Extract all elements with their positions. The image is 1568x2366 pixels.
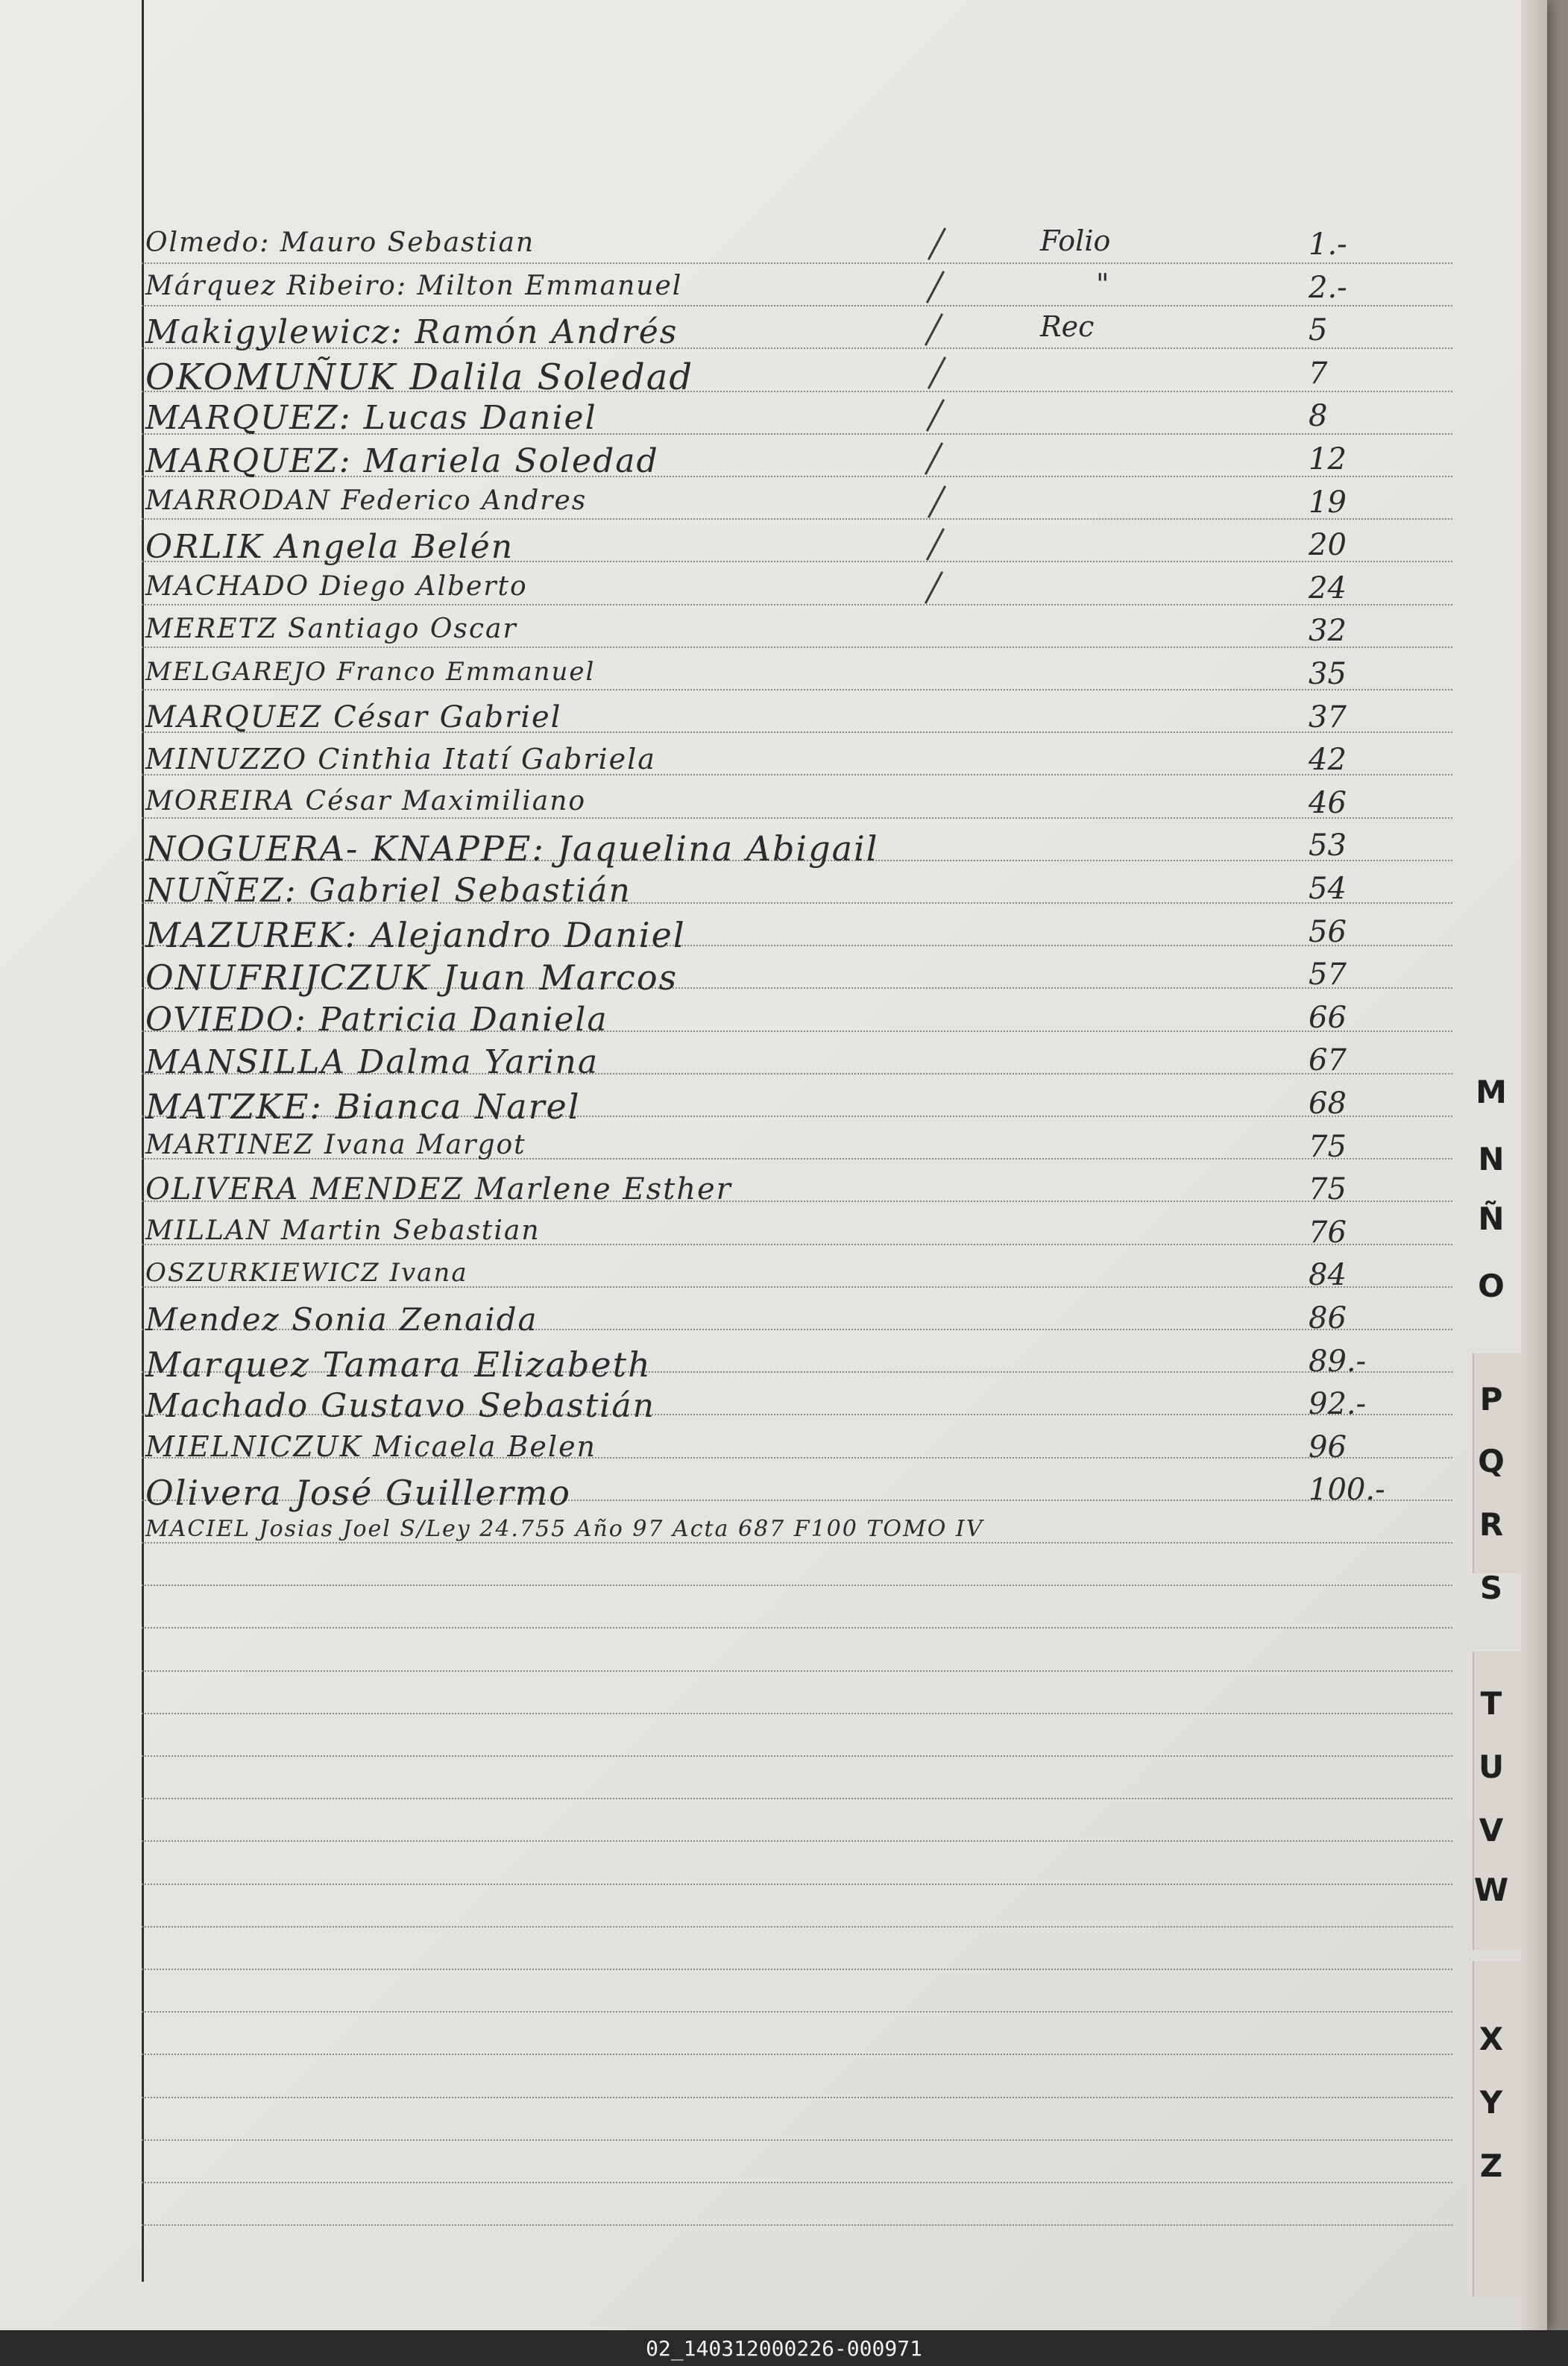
index-tab-v[interactable]: V [1479,1812,1504,1849]
entry-folio: 86 [1309,1301,1347,1335]
entry-name: MAZUREK: Alejandro Daniel [145,914,686,955]
entry-folio: 32 [1309,614,1347,649]
entry-name: MOREIRA César Maximiliano [145,785,587,817]
ruled-line [142,2182,1452,2183]
check-mark-icon [926,399,945,432]
entry-name: MACIEL Josias Joel S/Ley 24.755 Año 97 Acta 687 F100 TOMO IV [145,1516,984,1542]
entry-folio: 37 [1309,699,1347,734]
ruled-line [142,518,1452,520]
entry-folio: 54 [1309,872,1347,906]
index-tab-o[interactable]: O [1478,1268,1505,1304]
check-mark-icon [928,356,946,389]
entry-folio: 53 [1309,828,1347,863]
ruled-line [142,2054,1452,2055]
entry-name: MANSILLA Dalma Yarina [145,1043,599,1082]
entry-folio: 89.- [1309,1344,1367,1379]
entry-name: MARTINEZ Ivana Margot [145,1129,526,1160]
index-tab-p[interactable]: P [1479,1381,1503,1418]
index-tab-w[interactable]: W [1473,1872,1509,1908]
entry-name: OSZURKIEWICZ Ivana [145,1258,468,1289]
entry-name: MARQUEZ César Gabriel [145,699,562,734]
ruled-line [142,604,1452,605]
entry-name: MARQUEZ: Mariela Soledad [145,442,659,480]
entry-name: OKOMUÑUK Dalila Soledad [145,356,694,398]
ruled-line [142,817,1452,819]
index-tab-n[interactable]: N [1478,1141,1505,1177]
entry-folio: 24 [1309,570,1347,605]
ruled-line [142,1585,1452,1586]
entry-name: MINUZZO Cinthia Itatí Gabriela [145,743,656,776]
ruled-line [142,2139,1452,2141]
entry-folio: 92.- [1309,1387,1367,1422]
entry-name: MATZKE: Bianca Narel [145,1086,581,1127]
entry-folio: 76 [1309,1215,1347,1250]
ruled-line [142,646,1452,648]
entry-name: OVIEDO: Patricia Daniela [145,1000,608,1039]
entry-name: Makigylewicz: Ramón Andrés [145,313,678,352]
entry-folio: 75 [1309,1172,1347,1207]
entry-folio: 8 [1309,399,1328,434]
ruled-line [142,1627,1452,1629]
entry-name: MARQUEZ: Lucas Daniel [145,399,597,438]
entry-folio: 75 [1309,1129,1347,1164]
ruled-line [142,1840,1452,1842]
entry-name: Marquez Tamara Elizabeth [145,1344,652,1385]
margin-line [142,0,144,2282]
footer-bar [0,2330,1568,2366]
ruled-line [142,1969,1452,1970]
entry-name: MILLAN Martin Sebastian [145,1215,541,1246]
check-mark-icon [928,485,946,518]
ruled-line [142,1755,1452,1757]
ruled-line [142,1798,1452,1799]
index-tab-q[interactable]: Q [1478,1443,1505,1479]
entry-name: Olivera José Guillermo [145,1473,572,1514]
index-tab-u[interactable]: U [1478,1749,1505,1785]
entry-folio: 96 [1309,1429,1347,1464]
alphabet-index [1465,1074,1547,2297]
entry-folio: 7 [1309,356,1328,391]
entry-folio: 1.- [1309,227,1347,262]
entry-name: MACHADO Diego Alberto [145,570,528,602]
entry-name: Olmedo: Mauro Sebastian [145,227,535,258]
entry-folio: 100.- [1309,1473,1385,1508]
check-mark-icon [928,227,946,260]
entry-folio: 66 [1309,1000,1347,1035]
entry-name: OLIVERA MENDEZ Marlene Esther [145,1172,732,1207]
entry-name: MERETZ Santiago Oscar [145,614,517,645]
index-tab-s[interactable]: S [1479,1570,1503,1606]
index-tab-ñ[interactable]: Ñ [1478,1201,1505,1237]
entry-folio: 19 [1309,485,1347,520]
entry-folio: 57 [1309,957,1347,992]
entry-name: MIELNICZUK Micaela Belen [145,1429,597,1463]
entry-folio: 67 [1309,1043,1347,1078]
ruled-line [142,2097,1452,2098]
check-mark-icon [926,271,945,303]
ruled-line [142,2224,1452,2226]
entry-folio: 5 [1309,313,1328,348]
entry-note: Folio [1040,224,1111,257]
entry-name: Mendez Sonia Zenaida [145,1301,538,1338]
entry-folio: 56 [1309,914,1347,949]
check-mark-icon [926,528,945,561]
ruled-line [142,1926,1452,1928]
check-mark-icon [925,313,943,346]
entry-name: Márquez Ribeiro: Milton Emmanuel [145,270,683,301]
entry-name: MARRODAN Federico Andres [145,485,588,516]
entry-folio: 42 [1309,743,1347,778]
ruled-line [142,2011,1452,2013]
entry-name: NOGUERA- KNAPPE: Jaquelina Abigail [145,828,879,869]
entry-note: " [1096,267,1109,301]
index-tab-t[interactable]: T [1480,1685,1502,1722]
index-tab-x[interactable]: X [1479,2021,1504,2057]
entry-name: ONUFRIJCZUK Juan Marcos [145,957,678,998]
entry-name: NUÑEZ: Gabriel Sebastián [145,872,632,910]
entry-folio: 35 [1309,657,1347,691]
entry-name: Machado Gustavo Sebastián [145,1387,655,1426]
ruled-line [142,305,1452,306]
entry-folio: 46 [1309,785,1347,820]
index-tab-r[interactable]: R [1479,1506,1504,1543]
ruled-line [142,262,1452,264]
entry-folio: 12 [1309,442,1347,476]
ruled-line [142,1542,1452,1544]
ruled-line [142,1884,1452,1885]
index-tab-y[interactable]: Y [1479,2084,1503,2121]
entry-note: Rec [1040,310,1095,344]
entry-name: MELGAREJO Franco Emmanuel [145,657,596,687]
entry-name: ORLIK Angela Belén [145,528,514,567]
document-code: 02_140312000226-000971 [646,2335,922,2361]
ruled-line [142,689,1452,690]
entry-folio: 84 [1309,1258,1347,1293]
check-mark-icon [925,571,943,604]
entry-folio: 20 [1309,528,1347,563]
check-mark-icon [925,442,943,475]
ruled-line [142,1713,1452,1714]
index-tab-z[interactable]: Z [1479,2148,1503,2184]
index-tab-m[interactable]: M [1476,1074,1507,1110]
ruled-line [142,1670,1452,1672]
entry-folio: 68 [1309,1086,1347,1121]
entry-folio: 2.- [1309,270,1347,305]
